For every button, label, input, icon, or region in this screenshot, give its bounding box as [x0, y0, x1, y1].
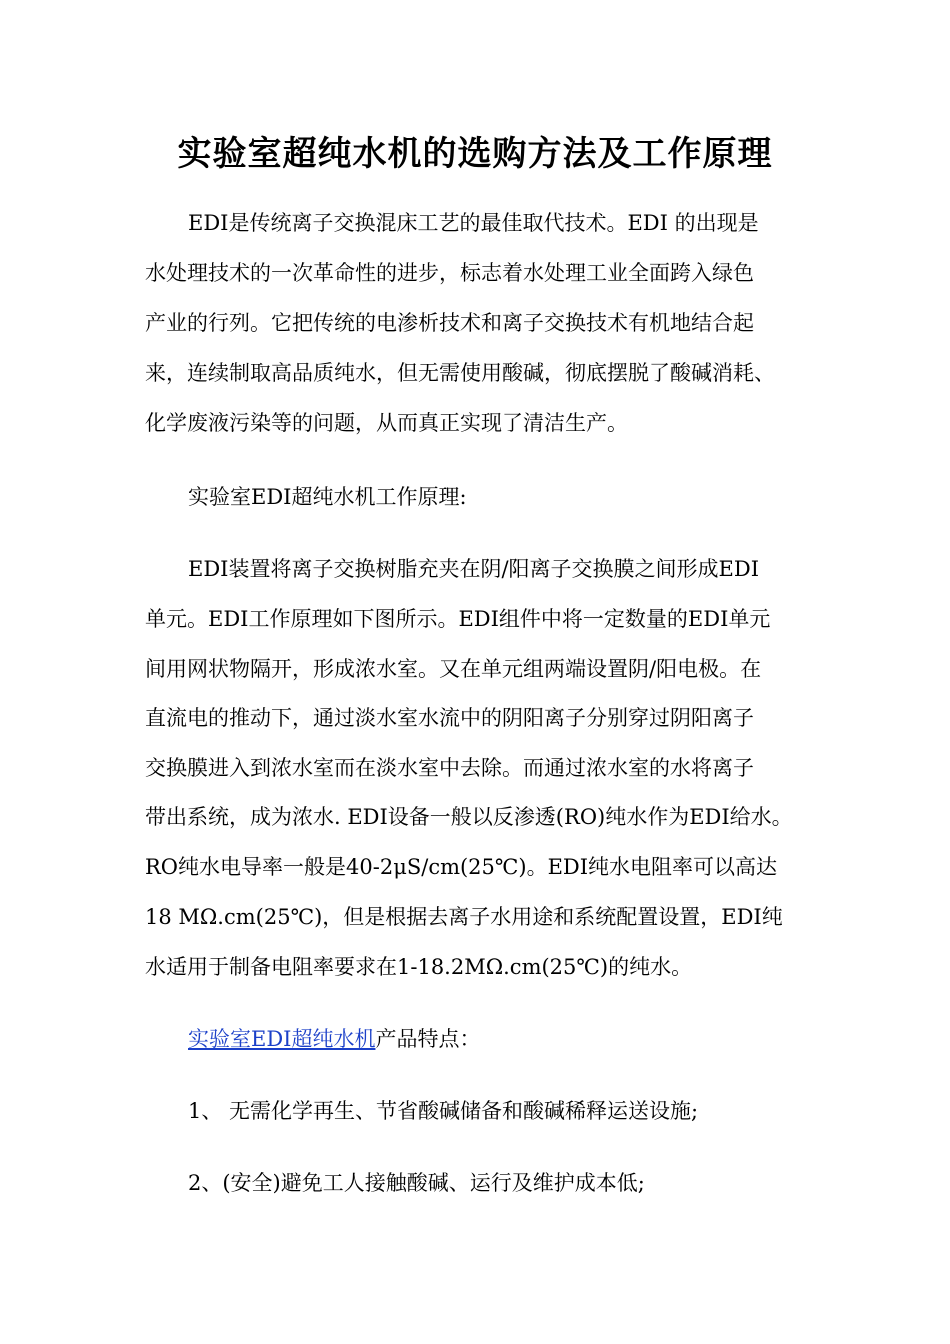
paragraph-1-line-3: 产业的行列。它把传统的电渗析技术和离子交换技术有机地结合起	[145, 311, 754, 335]
feature-item-1: 1、 无需化学再生、节省酸碱储备和酸碱稀释运送设施;	[188, 1099, 699, 1123]
features-heading	[188, 1024, 480, 1054]
paragraph-2-line-2: 单元。EDI工作原理如下图所示。EDI组件中将一定数量的EDI单元	[145, 607, 771, 631]
features-product-link[interactable]: 实验室EDI超纯水机	[188, 1027, 376, 1051]
paragraph-1-line-2: 水处理技术的一次革命性的进步，标志着水处理工业全面跨入绿色	[145, 261, 754, 285]
paragraph-2-line-9: 水适用于制备电阻率要求在1-18.2MΩ.cm(25℃)的纯水。	[145, 955, 693, 979]
paragraph-2-line-1: EDI装置将离子交换树脂充夹在阴/阳离子交换膜之间形成EDI	[188, 557, 759, 581]
paragraph-2-line-7: RO纯水电导率一般是40-2μS/cm(25℃)。EDI纯水电阻率可以高达	[145, 855, 778, 879]
paragraph-2-line-4: 直流电的推动下，通过淡水室水流中的阴阳离子分别穿过阴阳离子	[145, 706, 754, 730]
paragraph-1-line-1: EDI是传统离子交换混床工艺的最佳取代技术。EDI 的出现是	[188, 211, 759, 235]
paragraph-1-line-4: 来，连续制取高品质纯水，但无需使用酸碱，彻底摆脱了酸碱消耗、	[145, 361, 775, 385]
principle-heading: 实验室EDI超纯水机工作原理:	[188, 485, 467, 509]
document-title: 实验室超纯水机的选购方法及工作原理	[177, 134, 773, 174]
features-heading-suffix: 产品特点：	[375, 1027, 481, 1051]
paragraph-2-line-6: 带出系统，成为浓水. EDI设备一般以反渗透(RO)纯水作为EDI给水。	[145, 805, 793, 829]
paragraph-2-line-8: 18 MΩ.cm(25℃)，但是根据去离子水用途和系统配置设置，EDI纯	[145, 905, 783, 929]
feature-item-2: 2、(安全)避免工人接触酸碱、运行及维护成本低;	[188, 1171, 645, 1195]
paragraph-2-line-3: 间用网状物隔开，形成浓水室。又在单元组两端设置阴/阳电极。在	[145, 657, 762, 681]
paragraph-2-line-5: 交换膜进入到浓水室而在淡水室中去除。而通过浓水室的水将离子	[145, 756, 754, 780]
paragraph-1-line-5: 化学废液污染等的问题，从而真正实现了清洁生产。	[145, 411, 628, 435]
